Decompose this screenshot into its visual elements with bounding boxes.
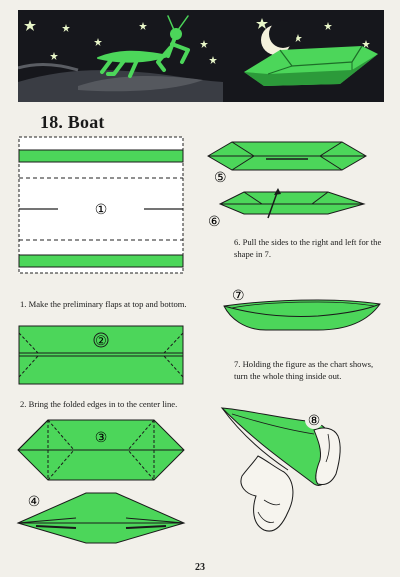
step-1-caption: 1. Make the preliminary flaps at top and bottom. — [20, 299, 187, 309]
step-2-diagram — [18, 325, 186, 392]
step-number-4: ④ — [27, 495, 41, 510]
step-4-diagram — [16, 490, 188, 551]
step-7-diagram — [222, 284, 382, 339]
step-2-caption: 2. Bring the folded edges in to the center line. — [20, 399, 178, 409]
page-title: 18. Boat — [40, 112, 105, 132]
step-3-diagram — [16, 418, 188, 489]
page-number: 23 — [195, 562, 205, 573]
step-1-diagram — [18, 136, 186, 281]
step-number-5: ⑤ — [214, 171, 227, 186]
green-boat-icon — [244, 46, 378, 86]
step-7-caption: 7. Holding the figure as the chart shows, turn the whole thing inside out. — [234, 359, 374, 381]
step-number-8: ⑧ — [307, 414, 321, 429]
step-8-diagram — [218, 400, 378, 555]
step-number-7: ⑦ — [232, 289, 245, 304]
step-5-diagram — [206, 140, 368, 195]
step-number-2: ② — [95, 333, 107, 348]
step-number-1: ① — [94, 203, 108, 218]
step-6-caption: 6. Pull the sides to the right and left for the shape in 7. — [234, 237, 382, 259]
banner-art — [18, 10, 384, 102]
step-6-diagram — [204, 188, 370, 237]
step-number-6: ⑥ — [208, 215, 221, 230]
banner-illustration — [18, 10, 384, 102]
step-number-3: ③ — [94, 431, 108, 446]
